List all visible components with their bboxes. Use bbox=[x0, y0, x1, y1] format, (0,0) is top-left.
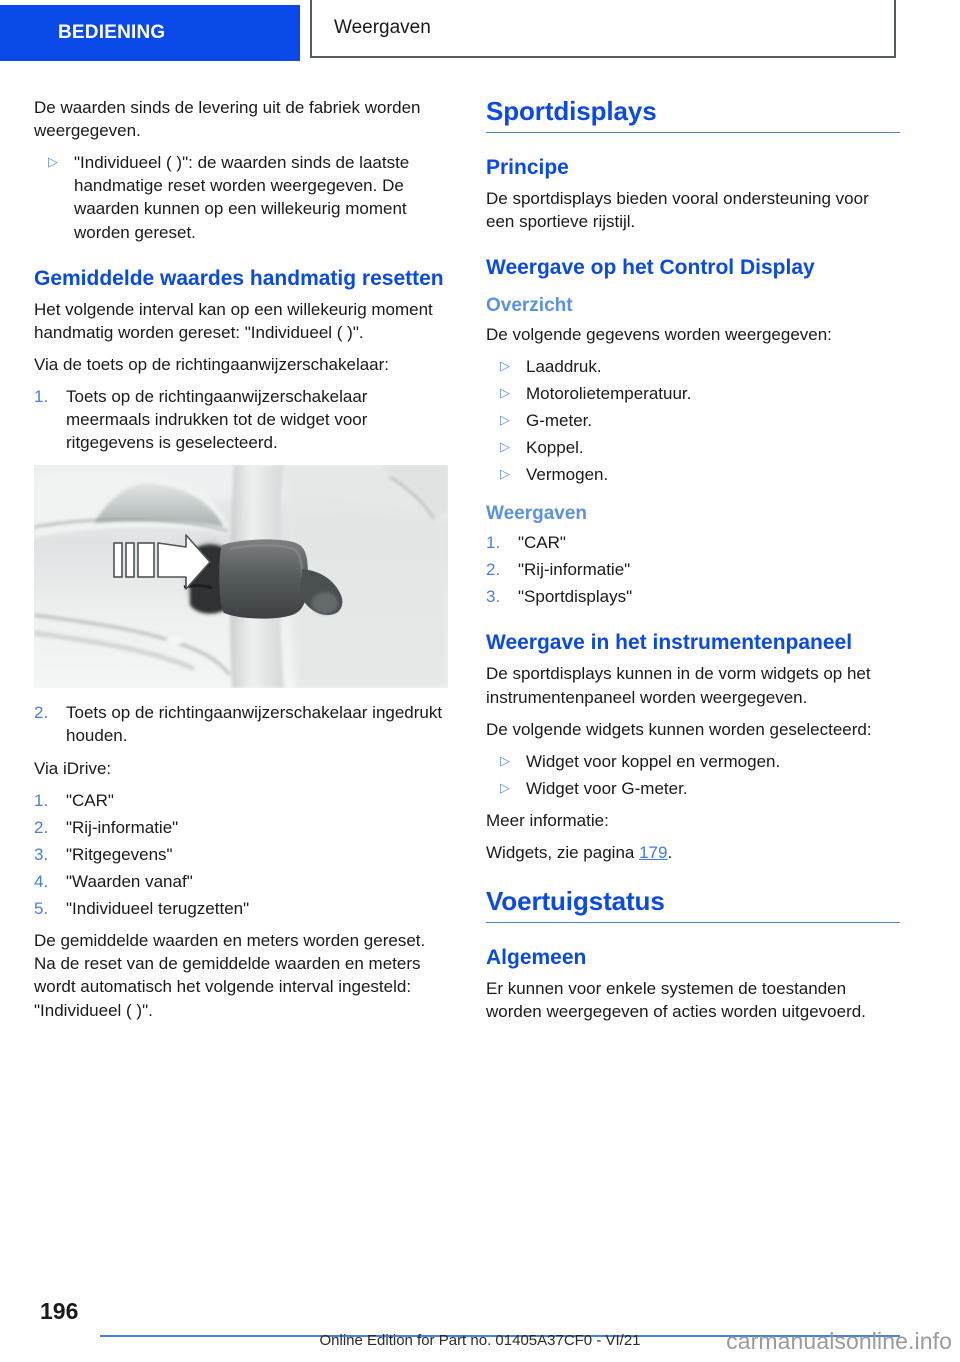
list-number: 2. bbox=[486, 560, 501, 580]
list-number: 5. bbox=[34, 899, 49, 919]
title-rule bbox=[486, 922, 900, 923]
list-item-label: Widget voor koppel en vermogen. bbox=[526, 751, 781, 771]
list-number: 1. bbox=[486, 533, 501, 553]
weergaven-steps-list bbox=[486, 531, 900, 608]
triangle-bullet-icon: ▷ bbox=[500, 439, 510, 455]
page-header bbox=[0, 0, 960, 62]
list-item-label: "Individueel ( )": de waarden sinds de laatste handmatige reset worden weergegeven. De waarden kunnen op een willekeurig moment worden gereset. bbox=[74, 153, 410, 242]
list-item bbox=[486, 409, 900, 432]
section-tab: Weergaven bbox=[310, 0, 896, 58]
figure-turn-signal-stalk bbox=[34, 465, 448, 688]
list-item bbox=[34, 843, 448, 866]
left-column bbox=[34, 96, 448, 1031]
list-item bbox=[34, 151, 448, 243]
closing-paragraph: De gemiddelde waarden en meters worden gereset. Na de reset van de gemiddelde waarden en meters wordt automatisch het volgende interval ingesteld: "Individueel ( )". bbox=[34, 931, 426, 1020]
list-item-label: "Sportdisplays" bbox=[518, 587, 633, 607]
list-item-label: Motorolietemperatuur. bbox=[526, 383, 692, 403]
list-item bbox=[34, 701, 448, 747]
triangle-bullet-icon: ▷ bbox=[48, 154, 58, 170]
list-item bbox=[34, 870, 448, 893]
triangle-bullet-icon: ▷ bbox=[500, 466, 510, 482]
triangle-bullet-icon: ▷ bbox=[500, 357, 510, 373]
more-info-label: Meer informatie: bbox=[486, 811, 609, 831]
reset-paragraph-2: Via de toets op de richtingaanwijzerschakelaar: bbox=[34, 354, 390, 374]
right-column bbox=[486, 96, 900, 1032]
list-item-label: Toets op de richtingaanwijzerschakelaar meermaals indrukken tot de widget voor ritgegevens is geselecteerd. bbox=[66, 387, 368, 453]
heading-algemeen: Algemeen bbox=[486, 945, 587, 969]
triangle-bullet-icon: ▷ bbox=[500, 779, 510, 795]
idrive-intro: Via iDrive: bbox=[34, 758, 112, 778]
spacer bbox=[486, 495, 900, 502]
list-item-label: Vermogen. bbox=[526, 465, 609, 485]
triangle-bullet-icon: ▷ bbox=[500, 384, 510, 400]
instrument-text-1: De sportdisplays kunnen in de vorm widgets op het instrumentenpaneel worden weergegeven. bbox=[486, 664, 871, 707]
list-item bbox=[34, 897, 448, 920]
list-item bbox=[486, 750, 900, 773]
list-item bbox=[34, 789, 448, 812]
overzicht-list bbox=[486, 355, 900, 487]
footer-watermark: carmanualsonline.info bbox=[726, 1328, 952, 1354]
heading-principe: Principe bbox=[486, 155, 569, 179]
page-title-sportdisplays: Sportdisplays bbox=[486, 96, 657, 126]
list-item bbox=[486, 355, 900, 378]
list-number: 4. bbox=[34, 872, 49, 891]
heading-gemiddelde-waardes: Gemiddelde waardes handmatig resetten bbox=[34, 266, 444, 290]
spacer bbox=[486, 242, 900, 255]
page-footer bbox=[0, 1298, 960, 1362]
list-item bbox=[486, 382, 900, 405]
list-item-label: "Waarden vanaf" bbox=[66, 872, 193, 891]
continuation-bullet-list bbox=[34, 151, 448, 243]
spacer bbox=[34, 253, 448, 266]
overzicht-intro: De volgende gegevens worden weergegeven: bbox=[486, 324, 832, 344]
algemeen-text: Er kunnen voor enkele systemen de toestanden worden weergegeven of acties worden uitgevoerd. bbox=[486, 978, 866, 1022]
instrument-text-2: De volgende widgets kunnen worden geselecteerd: bbox=[486, 719, 872, 739]
cross-reference-suffix: . bbox=[667, 843, 673, 863]
list-item-label: Laaddruk. bbox=[526, 356, 602, 376]
list-item bbox=[486, 585, 900, 608]
stalk-steps-list-2 bbox=[34, 701, 448, 747]
list-item-label: G-meter. bbox=[526, 411, 593, 431]
heading-overzicht: Overzicht bbox=[486, 294, 573, 316]
heading-instrumentenpaneel: Weergave in het instrumentenpaneel bbox=[486, 631, 853, 655]
spacer bbox=[486, 617, 900, 630]
list-item-label: "Ritgegevens" bbox=[66, 844, 173, 864]
list-item bbox=[486, 463, 900, 486]
list-item-label: "Rij-informatie" bbox=[66, 817, 179, 837]
cross-reference-prefix: Widgets, zie pagina bbox=[486, 843, 640, 863]
triangle-bullet-icon: ▷ bbox=[500, 412, 510, 428]
list-item bbox=[34, 385, 448, 454]
chapter-tab: BEDIENING bbox=[0, 5, 300, 61]
list-item-label: "CAR" bbox=[518, 533, 566, 553]
page-reference-link[interactable]: 179 bbox=[639, 843, 668, 863]
list-number: 2. bbox=[34, 817, 49, 837]
instrument-widgets-list bbox=[486, 750, 900, 800]
heading-weergaven: Weergaven bbox=[486, 503, 588, 525]
list-item-label: Toets op de richtingaanwijzerschakelaar ingedrukt houden. bbox=[66, 703, 443, 746]
page-number: 196 bbox=[40, 1298, 79, 1324]
continuation-paragraph: De waarden sinds de levering uit de fabriek worden weergegeven. bbox=[34, 98, 421, 141]
list-number: 1. bbox=[34, 387, 49, 407]
page-title-voertuigstatus: Voertuigstatus bbox=[486, 886, 665, 917]
list-number: 3. bbox=[486, 587, 501, 607]
spacer bbox=[486, 873, 900, 886]
list-item-label: "CAR" bbox=[66, 790, 114, 810]
spacer bbox=[486, 287, 900, 294]
list-item bbox=[486, 436, 900, 459]
list-item-label: Koppel. bbox=[526, 438, 584, 458]
stalk-steps-list-1 bbox=[34, 385, 448, 454]
list-item bbox=[34, 816, 448, 839]
triangle-bullet-icon: ▷ bbox=[500, 752, 510, 768]
idrive-steps-list bbox=[34, 789, 448, 921]
cross-reference bbox=[486, 841, 900, 864]
principe-text: De sportdisplays bieden vooral ondersteuning voor een sportieve rijstijl. bbox=[486, 188, 869, 231]
list-item bbox=[486, 558, 900, 581]
reset-paragraph-1: Het volgende interval kan op een willekeurig moment handmatig worden gereset: "Individueel ( )". bbox=[34, 299, 433, 342]
title-rule bbox=[486, 132, 900, 133]
heading-control-display: Weergave op het Control Display bbox=[486, 255, 815, 279]
list-number: 2. bbox=[34, 703, 49, 723]
footer-edition-text: Online Edition for Part no. 01405A37CF0 - VI/21 bbox=[319, 1332, 641, 1349]
list-number: 3. bbox=[34, 844, 49, 864]
list-item bbox=[486, 777, 900, 800]
figure-illustration bbox=[34, 465, 448, 688]
list-item-label: "Individueel terugzetten" bbox=[66, 899, 250, 919]
list-number: 1. bbox=[34, 790, 49, 810]
list-item bbox=[486, 531, 900, 554]
list-item-label: "Rij-informatie" bbox=[518, 560, 631, 580]
list-item-label: Widget voor G-meter. bbox=[526, 778, 688, 798]
